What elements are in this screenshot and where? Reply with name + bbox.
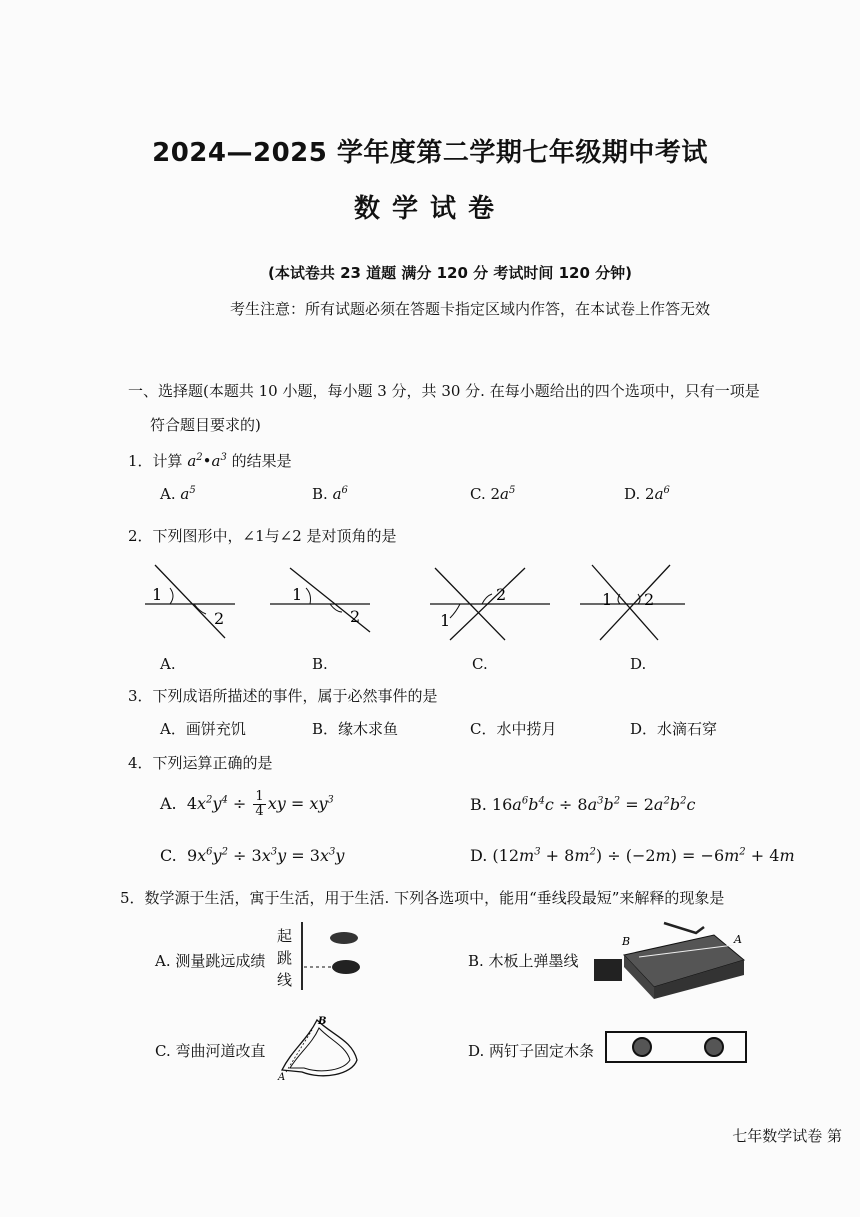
question-1 (128, 450, 292, 471)
q3-option-b: B．缘木求鱼 (312, 720, 399, 738)
page-footer: 七年数学试卷 第 (732, 1127, 842, 1145)
fig-b-angle-1: 1 (292, 585, 303, 604)
jump-label-char-2: 跳 (277, 949, 293, 967)
long-jump-figure (296, 920, 366, 995)
q4-label-a: A. (160, 794, 177, 813)
q2-label-a: A. (160, 655, 176, 673)
q4-label-b: B. (470, 795, 487, 814)
figure-a (145, 565, 235, 638)
jump-line-label (277, 925, 295, 991)
q1-option-a-label: A. (160, 485, 176, 503)
q4-option-b: B. $16a^6b^4c \div 8a^3b^2 = 2a^2b^2c$ (470, 795, 696, 814)
question-2: 2．下列图形中，∠1与∠2 是对顶角的是 (128, 527, 397, 545)
question-4: 4．下列运算正确的是 (128, 754, 273, 772)
question-3: 3．下列成语所描述的事件，属于必然事件的是 (128, 687, 438, 705)
point-b-label: B (622, 935, 631, 948)
q2-label-c: C. (472, 655, 488, 673)
q4-option-a: A. $4x^2y^4$ ÷ $\frac{1}{4}$ xy = $xy^3$ (160, 789, 334, 819)
q3-option-c: C．水中捞月 (470, 720, 557, 738)
q5-option-a: A. 测量跳远成绩 (155, 952, 266, 970)
q3-option-d: D．水滴石穿 (630, 720, 718, 738)
q5-option-c: C. 弯曲河道改直 (155, 1042, 266, 1060)
question-5: 5．数学源于生活，寓于生活，用于生活. 下列各选项中，能用“垂线段最短”来解释的现象是 (120, 889, 725, 907)
q1-option-d: D. $2a^6$ (624, 485, 670, 503)
river-figure (272, 1010, 367, 1085)
q3-option-a: A．画饼充饥 (160, 720, 246, 738)
footprint-icon (330, 932, 358, 944)
q2-label-b: B. (312, 655, 328, 673)
fig-b-angle-2: 2 (350, 607, 361, 626)
q2-label-d: D. (630, 655, 647, 673)
q1-option-d-label: D. (624, 485, 641, 503)
jump-label-char-1: 起 (277, 927, 293, 945)
figure-b (270, 568, 370, 632)
q4-option-d: D. $(12m^3 + 8m^2) \div (-2m) = -6m^2 + 4m$ (470, 846, 795, 865)
footprint-icon (332, 960, 360, 974)
river-point-a: A (278, 1072, 286, 1083)
q1-option-b: B. $a^6$ (312, 485, 348, 503)
wood-board-figure (594, 915, 754, 1000)
q1-option-b-label: B. (312, 485, 328, 503)
q1-expression: $a^2•a^3$ (187, 452, 227, 470)
point-a-label: A (734, 933, 742, 946)
ink-box-icon (594, 959, 622, 981)
q5-option-b: B. 木板上弹墨线 (468, 952, 579, 970)
exam-title: 2024—2025 学年度第二学期七年级期中考试 (152, 138, 708, 168)
figure-c (430, 568, 550, 640)
section-heading-cont: 符合题目要求的) (150, 416, 261, 434)
q4-label-c: C. (160, 846, 177, 865)
q1-option-c-label: C. (470, 485, 486, 503)
river-point-b: B (318, 1016, 327, 1027)
nail-icon (705, 1038, 723, 1056)
exam-info: (本试卷共 23 道题 满分 120 分 考试时间 120 分钟) (268, 264, 632, 282)
figure-d (580, 565, 685, 640)
exam-notice: 考生注意：所有试题必须在答题卡指定区域内作答，在本试卷上作答无效 (229, 300, 710, 318)
q5-option-d: D. 两钉子固定木条 (468, 1042, 595, 1060)
exam-subtitle: 数学试卷 (353, 194, 506, 224)
q1-prefix: 1．计算 (128, 452, 183, 470)
q2-angle-figures (130, 560, 710, 650)
fig-c-angle-2: 2 (496, 585, 507, 604)
fig-c-angle-1: 1 (440, 611, 451, 630)
q4-option-c: C. $9x^6y^2 \div 3x^3y = 3x^3y$ (160, 846, 345, 865)
hand-icon (664, 923, 704, 933)
jump-label-char-3: 线 (277, 971, 293, 989)
fig-a-angle-1: 1 (152, 585, 163, 604)
section-heading: 一、选择题(本题共 10 小题，每小题 3 分，共 30 分. 在每小题给出的四个选项中，只有一项是 (128, 382, 760, 400)
q1-suffix: 的结果是 (231, 452, 292, 470)
nailed-strip-figure (604, 1030, 750, 1066)
fig-d-angle-2: 2 (644, 590, 655, 609)
fig-d-angle-1: 1 (602, 590, 613, 609)
fig-a-angle-2: 2 (214, 609, 225, 628)
nail-icon (633, 1038, 651, 1056)
q1-option-a: A. $a^5$ (160, 485, 196, 503)
q4-label-d: D. (470, 846, 488, 865)
q1-option-c: C. $2a^5$ (470, 485, 516, 503)
